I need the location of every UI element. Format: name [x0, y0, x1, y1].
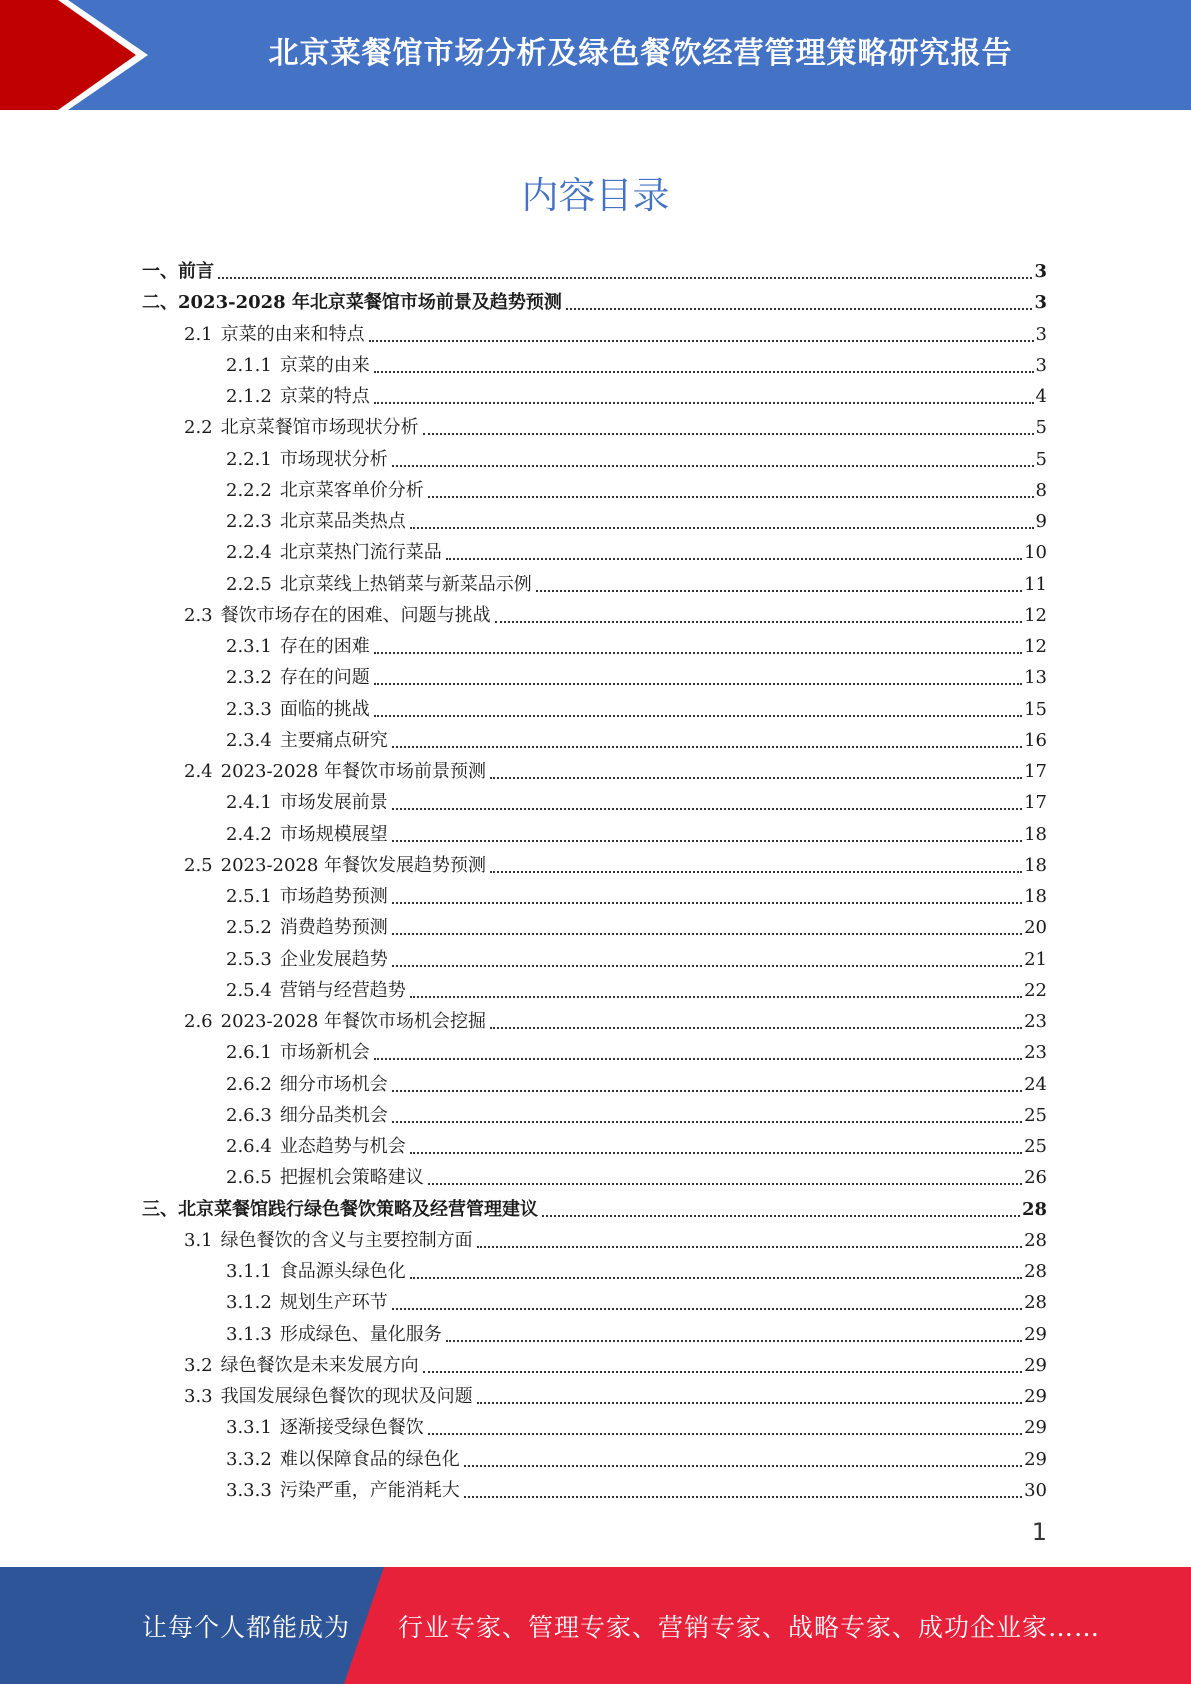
toc-entry-page: 3 — [1035, 323, 1047, 345]
toc-entry-text: 细分品类机会 — [279, 1104, 388, 1126]
footer-banner — [0, 1567, 1191, 1684]
toc-leader-dots — [490, 777, 1022, 779]
toc-entry-number: 2.6.3 — [226, 1104, 272, 1126]
toc-entry-page: 5 — [1035, 417, 1047, 439]
toc-leader-dots — [392, 1308, 1022, 1310]
toc-entry[interactable] — [226, 785, 1047, 816]
toc-entry-number: 2.5.1 — [226, 886, 272, 907]
toc-entry-number: 二、 — [142, 292, 178, 314]
toc-entry-label — [226, 1261, 406, 1285]
toc-entry-number: 2.6.4 — [226, 1136, 272, 1157]
toc-entry-text: 2023-2028 年餐饮市场机会挖掘 — [220, 1011, 487, 1032]
toc-entry-label — [226, 480, 424, 504]
toc-entry-text: 北京菜客单价分析 — [279, 479, 424, 501]
toc-entry-page: 26 — [1024, 1167, 1047, 1189]
toc-entry-page: 17 — [1024, 792, 1047, 814]
toc-entry-page: 29 — [1024, 1323, 1047, 1345]
header-banner — [0, 0, 1191, 110]
toc-entry-number: 2.3.1 — [226, 636, 272, 657]
toc-entry-text: 前言 — [178, 261, 214, 282]
toc-entry-page: 25 — [1024, 1104, 1047, 1126]
toc-entry-text: 北京菜餐馆践行绿色餐饮策略及经营管理建议 — [178, 1198, 538, 1220]
toc-entry-text: 形成绿色、量化服务 — [279, 1323, 442, 1345]
toc-entry-label — [226, 824, 388, 848]
toc-entry-page: 18 — [1024, 854, 1047, 876]
toc-entry-label — [184, 1355, 419, 1379]
toc-entry-number: 2.2.5 — [226, 573, 272, 595]
toc-entry[interactable] — [226, 629, 1047, 660]
toc-entry-page: 29 — [1024, 1448, 1047, 1470]
toc-entry-text: 我国发展绿色餐饮的现状及问题 — [220, 1386, 473, 1407]
toc-entry-page: 28 — [1024, 1292, 1047, 1314]
toc-entry-number: 三、 — [142, 1198, 178, 1220]
toc-entry-number: 3.1.3 — [226, 1323, 272, 1345]
toc-entry-label — [142, 1199, 538, 1223]
toc-entry[interactable] — [226, 567, 1047, 598]
toc-leader-dots — [428, 496, 1034, 498]
toc-entry-page: 3 — [1034, 292, 1047, 314]
toc-leader-dots — [477, 1246, 1022, 1248]
toc-entry-text: 逐渐接受绿色餐饮 — [279, 1417, 424, 1439]
toc-leader-dots — [392, 965, 1022, 967]
toc-leader-dots — [446, 558, 1022, 560]
toc-entry[interactable] — [184, 1004, 1047, 1035]
toc-entry-page: 18 — [1024, 823, 1047, 845]
toc-entry-number: 2.3 — [184, 604, 213, 626]
toc-entry-label — [226, 730, 388, 754]
toc-entry-page: 17 — [1024, 761, 1047, 782]
toc-leader-dots — [566, 308, 1033, 310]
toc-entry-text: 把握机会策略建议 — [279, 1167, 424, 1189]
toc-entry-number: 3.2 — [184, 1354, 213, 1376]
toc-entry-label — [226, 355, 370, 379]
toc-entry-label — [226, 1449, 460, 1473]
toc-entry-number: 2.2.3 — [226, 511, 272, 532]
toc-entry[interactable] — [226, 504, 1047, 535]
toc-entry-number: 2.1.2 — [226, 386, 272, 407]
toc-leader-dots — [374, 371, 1034, 373]
toc-entry[interactable] — [226, 1254, 1047, 1285]
footer-slogan-left: 让每个人都能成为 — [142, 1612, 351, 1642]
toc-entry-page: 28 — [1024, 1261, 1047, 1282]
toc-entry-page: 29 — [1024, 1354, 1047, 1376]
toc-entry-label — [184, 1011, 486, 1035]
toc-leader-dots — [218, 277, 1032, 279]
toc-entry[interactable] — [226, 817, 1047, 848]
toc-entry-label — [184, 761, 486, 785]
toc-entry-label — [226, 636, 370, 660]
toc-entry-label — [184, 1230, 473, 1254]
toc-entry-text: 2023-2028 年北京菜餐馆市场前景及趋势预测 — [178, 292, 562, 314]
toc-entry-text: 存在的问题 — [279, 667, 370, 689]
toc-entry[interactable] — [226, 348, 1047, 379]
toc-entry-label — [226, 449, 388, 473]
toc-entry-text: 餐饮市场存在的困难、问题与挑战 — [220, 604, 491, 626]
toc-entry-text: 京菜的特点 — [279, 386, 370, 407]
toc-entry-page: 15 — [1024, 698, 1047, 720]
toc-leader-dots — [464, 1496, 1022, 1498]
toc-entry-text: 2023-2028 年餐饮发展趋势预测 — [220, 854, 487, 876]
toc-entry[interactable] — [226, 379, 1047, 410]
toc-leader-dots — [374, 1058, 1022, 1060]
toc-entry-number: 2.2.2 — [226, 479, 272, 501]
toc-entry[interactable] — [142, 1192, 1047, 1223]
toc-entry-page: 24 — [1024, 1073, 1047, 1095]
toc-entry-number: 2.5.2 — [226, 917, 272, 939]
toc-entry-page: 22 — [1024, 979, 1047, 1001]
toc-leader-dots — [374, 652, 1022, 654]
toc-entry-page: 12 — [1024, 636, 1047, 657]
toc-entry-number: 2.2 — [184, 417, 213, 439]
toc-entry-text: 北京菜线上热销菜与新菜品示例 — [279, 573, 532, 595]
toc-entry[interactable] — [226, 1442, 1047, 1473]
toc-entry-page: 20 — [1024, 917, 1047, 939]
toc-entry[interactable] — [226, 1317, 1047, 1348]
toc-entry-number: 2.5.3 — [226, 948, 272, 970]
toc-entry-label — [226, 886, 388, 910]
toc-entry-page: 16 — [1024, 729, 1047, 751]
toc-entry[interactable] — [184, 1379, 1047, 1410]
toc-entry[interactable] — [226, 473, 1047, 504]
toc-entry-text: 市场趋势预测 — [279, 886, 388, 907]
toc-leader-dots — [410, 1152, 1022, 1154]
toc-entry-label — [226, 792, 388, 816]
toc-entry-number: 2.5.4 — [226, 979, 272, 1001]
toc-entry[interactable] — [184, 598, 1047, 629]
toc-leader-dots — [428, 1433, 1022, 1435]
toc-entry-number: 2.1 — [184, 323, 213, 345]
toc-entry-page: 9 — [1035, 511, 1047, 532]
toc-leader-dots — [410, 527, 1034, 529]
toc-entry-text: 存在的困难 — [279, 636, 370, 657]
toc-entry-page: 11 — [1024, 573, 1047, 595]
toc-entry-number: 3.3.1 — [226, 1417, 272, 1439]
toc-entry[interactable] — [184, 1223, 1047, 1254]
toc-entry-page: 10 — [1024, 542, 1047, 564]
toc-entry-label — [226, 574, 532, 598]
toc-entry-label — [184, 324, 365, 348]
toc-entry-text: 绿色餐饮的含义与主要控制方面 — [220, 1229, 473, 1251]
toc-leader-dots — [490, 871, 1022, 873]
toc-entry-text: 细分市场机会 — [279, 1073, 388, 1095]
toc-entry[interactable] — [226, 1473, 1047, 1504]
toc-entry-label — [226, 1417, 424, 1441]
toc-leader-dots — [495, 621, 1022, 623]
toc-entry-number: 3.1.1 — [226, 1261, 272, 1282]
toc-leader-dots — [446, 1340, 1022, 1342]
toc-entry-number: 2.4.2 — [226, 823, 272, 845]
toc-entry[interactable] — [184, 848, 1047, 879]
toc-entry-number: 2.6.1 — [226, 1042, 272, 1064]
toc-entry-text: 企业发展趋势 — [279, 948, 388, 970]
toc-entry-number: 2.5 — [184, 854, 213, 876]
toc-entry-label — [226, 1105, 388, 1129]
toc-entry-label — [226, 1074, 388, 1098]
toc-entry[interactable] — [184, 317, 1047, 348]
toc-entry-text: 营销与经营趋势 — [279, 979, 406, 1001]
toc-entry-number: 2.3.2 — [226, 667, 272, 689]
toc-entry-text: 市场发展前景 — [279, 792, 388, 814]
toc-leader-dots — [423, 1371, 1022, 1373]
toc-entry[interactable] — [226, 1098, 1047, 1129]
toc-entry-page: 28 — [1024, 1229, 1047, 1251]
toc-entry-page: 29 — [1024, 1386, 1047, 1407]
toc-entry-number: 3.3 — [184, 1386, 213, 1407]
toc-leader-dots — [423, 433, 1034, 435]
toc-entry[interactable] — [142, 254, 1047, 285]
toc-entry-page: 3 — [1034, 261, 1047, 282]
toc-entry-text: 食品源头绿色化 — [279, 1261, 406, 1282]
toc-entry-text: 京菜的由来 — [279, 354, 370, 376]
toc-entry-page: 30 — [1024, 1479, 1047, 1501]
toc-entry-page: 23 — [1024, 1042, 1047, 1064]
toc-leader-dots — [477, 1402, 1022, 1404]
toc-leader-dots — [428, 1183, 1022, 1185]
toc-entry-number: 2.3.4 — [226, 729, 272, 751]
toc-entry-page: 8 — [1035, 479, 1047, 501]
toc-entry-text: 市场新机会 — [279, 1042, 370, 1064]
toc-entry-page: 3 — [1035, 354, 1047, 376]
toc-leader-dots — [392, 1090, 1022, 1092]
toc-entry-number: 2.4.1 — [226, 792, 272, 814]
toc-entry[interactable] — [184, 754, 1047, 785]
toc-entry-text: 北京菜品类热点 — [279, 511, 406, 532]
toc-entry-text: 难以保障食品的绿色化 — [279, 1448, 460, 1470]
toc-entry-label — [184, 417, 419, 441]
toc-leader-dots — [374, 683, 1022, 685]
toc-leader-dots — [392, 746, 1022, 748]
toc-entry[interactable] — [142, 285, 1047, 316]
toc-entry[interactable] — [226, 1160, 1047, 1191]
toc-entry[interactable] — [226, 692, 1047, 723]
toc-entry[interactable] — [184, 410, 1047, 441]
toc-entry-text: 市场现状分析 — [279, 448, 388, 470]
toc-leader-dots — [369, 340, 1034, 342]
toc-leader-dots — [392, 933, 1022, 935]
toc-entry-page: 25 — [1024, 1136, 1047, 1157]
toc-entry-label — [226, 386, 370, 410]
toc-entry-text: 2023-2028 年餐饮市场前景预测 — [220, 761, 487, 782]
toc-entry-label — [226, 1324, 442, 1348]
header-chevron-icon — [0, 0, 160, 110]
toc-entry-label — [142, 292, 562, 316]
toc-entry-text: 北京菜热门流行菜品 — [279, 542, 442, 564]
toc-entry-text: 面临的挑战 — [279, 698, 370, 720]
toc-entry-label — [226, 980, 406, 1004]
toc-entry-text: 市场规模展望 — [279, 823, 388, 845]
toc-entry-number: 2.1.1 — [226, 354, 272, 376]
toc-entry-label — [184, 1386, 473, 1410]
toc-leader-dots — [374, 715, 1022, 717]
toc-entry-label — [184, 605, 491, 629]
toc-entry-page: 12 — [1024, 604, 1047, 626]
toc-entry-page: 28 — [1021, 1198, 1047, 1220]
toc-entry-number: 2.6 — [184, 1011, 213, 1032]
toc-entry-number: 3.3.3 — [226, 1479, 272, 1501]
toc-leader-dots — [374, 402, 1034, 404]
toc-entry-text: 规划生产环节 — [279, 1292, 388, 1314]
toc-entry-text: 主要痛点研究 — [279, 729, 388, 751]
toc-leader-dots — [536, 590, 1022, 592]
toc-entry-label — [226, 511, 406, 535]
toc-title: 内容目录 — [521, 174, 670, 217]
toc-entry[interactable] — [226, 1285, 1047, 1316]
toc-entry-label — [226, 917, 388, 941]
toc-entry-text: 绿色餐饮是未来发展方向 — [220, 1354, 419, 1376]
toc-entry-text: 污染严重，产能消耗大 — [279, 1479, 460, 1501]
toc-entry[interactable] — [226, 910, 1047, 941]
toc-entry-text: 业态趋势与机会 — [279, 1136, 406, 1157]
toc-entry-label — [226, 1167, 424, 1191]
toc-entry[interactable] — [226, 1410, 1047, 1441]
toc-entry[interactable] — [184, 1348, 1047, 1379]
toc-entry-number: 2.6.5 — [226, 1167, 272, 1189]
footer-slogan-right: 行业专家、管理专家、营销专家、战略专家、成功企业家…… — [398, 1612, 1101, 1642]
toc-entry-number: 2.4 — [184, 761, 213, 782]
toc-leader-dots — [490, 1027, 1022, 1029]
toc-entry-label — [226, 699, 370, 723]
toc-entry[interactable] — [226, 942, 1047, 973]
toc-entry-text: 京菜的由来和特点 — [220, 323, 365, 345]
toc-entry-label — [226, 667, 370, 691]
toc-entry[interactable] — [226, 1035, 1047, 1066]
toc-entry-page: 23 — [1024, 1011, 1047, 1032]
toc-entry-number: 一、 — [142, 261, 178, 282]
toc-leader-dots — [410, 1277, 1022, 1279]
toc-leader-dots — [392, 1121, 1022, 1123]
toc-entry-number: 2.2.4 — [226, 542, 272, 564]
toc-entry-page: 29 — [1024, 1417, 1047, 1439]
toc-entry[interactable] — [226, 723, 1047, 754]
toc-leader-dots — [392, 840, 1022, 842]
toc-leader-dots — [392, 465, 1034, 467]
toc-entry[interactable] — [226, 1129, 1047, 1160]
toc-leader-dots — [542, 1215, 1020, 1217]
toc-entry-label — [184, 855, 486, 879]
toc-entry-page: 13 — [1024, 667, 1047, 689]
toc-entry-label — [142, 261, 214, 285]
toc-leader-dots — [392, 808, 1022, 810]
toc-entry[interactable] — [226, 660, 1047, 691]
toc-entry-number: 2.3.3 — [226, 698, 272, 720]
toc-leader-dots — [410, 996, 1022, 998]
toc-entry[interactable] — [226, 535, 1047, 566]
toc-entry-number: 3.1.2 — [226, 1292, 272, 1314]
toc-entry-page: 21 — [1024, 948, 1047, 970]
toc-entry[interactable] — [226, 879, 1047, 910]
toc-entry-text: 北京菜餐馆市场现状分析 — [220, 417, 419, 439]
toc-leader-dots — [392, 902, 1022, 904]
toc-leader-dots — [464, 1465, 1022, 1467]
toc-entry[interactable] — [226, 1067, 1047, 1098]
toc-entry[interactable] — [226, 973, 1047, 1004]
toc-entry-number: 3.3.2 — [226, 1448, 272, 1470]
toc-entry-label — [226, 1480, 460, 1504]
toc-entry-text: 消费趋势预测 — [279, 917, 388, 939]
page-number: 1 — [1031, 1518, 1047, 1546]
toc-entry-label — [226, 542, 442, 566]
toc-entry-page: 5 — [1035, 448, 1047, 470]
toc-entry-page: 4 — [1035, 386, 1047, 407]
toc-entry-number: 3.1 — [184, 1229, 213, 1251]
toc-entry-number: 2.6.2 — [226, 1073, 272, 1095]
toc-entry-label — [226, 1292, 388, 1316]
toc-entry-label — [226, 949, 388, 973]
toc-entry-number: 2.2.1 — [226, 448, 272, 470]
toc-entry-label — [226, 1042, 370, 1066]
toc-entry-label — [226, 1136, 406, 1160]
toc-entry-page: 18 — [1024, 886, 1047, 907]
header-title: 北京菜餐馆市场分析及绿色餐饮经营管理策略研究报告 — [268, 36, 1013, 71]
toc-entry[interactable] — [226, 442, 1047, 473]
